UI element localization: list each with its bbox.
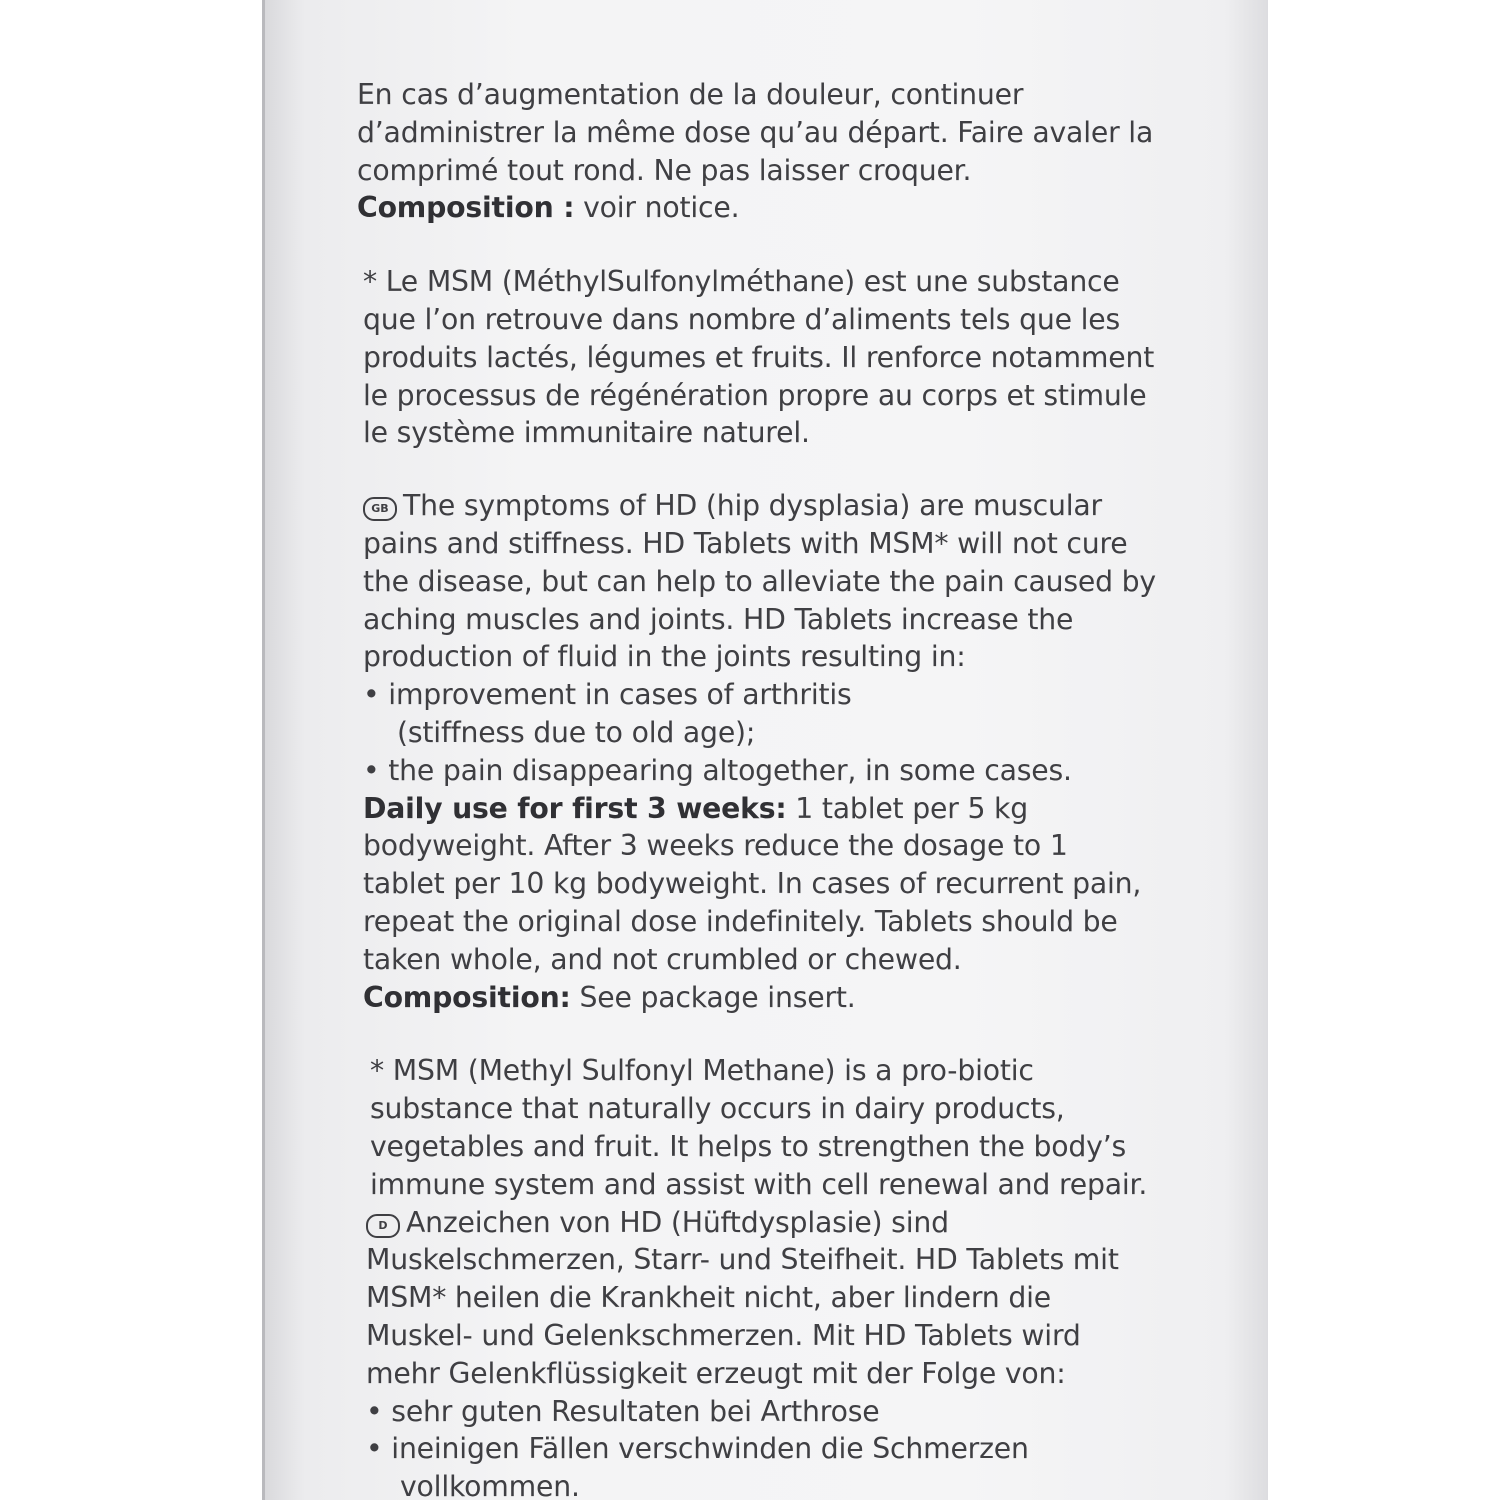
gb-flag-icon: GB (363, 497, 397, 521)
en-daily-text: 1 tablet per 5 kg (786, 791, 1028, 825)
en-composition-label: Composition: (363, 980, 571, 1014)
en-first-line: The symptoms of HD (hip dysplasia) are muscular (403, 489, 1102, 523)
french-section (357, 76, 1237, 452)
de-intro-line (366, 1204, 1237, 1242)
en-intro-line (363, 487, 1237, 525)
en-bullet-1: • improvement in cases of arthritis (363, 678, 852, 712)
en-body-line: the disease, but can help to alleviate the pain caused by (363, 564, 1156, 598)
fr-composition-label: Composition : (357, 191, 575, 225)
de-body-line: Muskelschmerzen, Starr- und Steifheit. HD Tablets mit (366, 1243, 1119, 1277)
d-flag-icon: D (366, 1214, 400, 1238)
en-dose-line: tablet per 10 kg bodyweight. In cases of recurrent pain, (363, 867, 1142, 901)
en-bullet-2: • the pain disappearing altogether, in some cases. (363, 753, 1072, 787)
fr-dosage-line: comprimé tout rond. Ne pas laisser croquer. (357, 153, 972, 187)
en-body-line: pains and stiffness. HD Tablets with MSM* will not cure (363, 526, 1128, 560)
de-body-line: mehr Gelenkflüssigkeit erzeugt mit der Folge von: (366, 1356, 1066, 1390)
fr-msm-line: * Le MSM (MéthylSulfonylméthane) est une substance (363, 265, 1120, 299)
en-msm-line: * MSM (Methyl Sulfonyl Methane) is a pro-biotic (370, 1054, 1034, 1088)
en-msm-line: substance that naturally occurs in dairy products, (370, 1092, 1065, 1126)
de-bullet-2: • ineinigen Fällen verschwinden die Schmerzen (366, 1432, 1029, 1466)
en-bullet-1-cont: (stiffness due to old age); (397, 715, 756, 749)
fr-dosage-line: d’administrer la même dose qu’au départ. Faire avaler la (357, 115, 1154, 149)
de-body-line: Muskel- und Gelenkschmerzen. Mit HD Tablets wird (366, 1318, 1081, 1352)
fr-dosage-line: En cas d’augmentation de la douleur, continuer (357, 78, 1024, 111)
background-left (0, 0, 262, 1500)
fr-msm-line: le système immunitaire naturel. (363, 416, 810, 450)
fr-msm-line: le processus de régénération propre au corps et stimule (363, 378, 1147, 412)
de-bullet-1: • sehr guten Resultaten bei Arthrose (366, 1394, 880, 1428)
de-bullet-2-cont: vollkommen. (400, 1470, 580, 1500)
fr-msm-line: produits lactés, légumes et fruits. Il renforce notamment (363, 340, 1155, 374)
de-first-line: Anzeichen von HD (Hüftdysplasie) sind (406, 1205, 949, 1239)
fr-composition-line (357, 189, 1237, 227)
label-text-block (357, 76, 1237, 1500)
en-msm-line: vegetables and fruit. It helps to strengthen the body’s (370, 1129, 1127, 1163)
en-dose-line: repeat the original dose indefinitely. Tablets should be (363, 904, 1118, 938)
fr-composition-text: voir notice. (574, 191, 740, 225)
en-body-line: production of fluid in the joints resulting in: (363, 640, 966, 674)
german-section (357, 1204, 1237, 1500)
en-daily-label: Daily use for first 3 weeks: (363, 791, 787, 825)
en-body-line: aching muscles and joints. HD Tablets increase the (363, 602, 1074, 636)
en-composition-line (363, 979, 1237, 1017)
fr-msm-line: que l’on retrouve dans nombre d’aliments tels que les (363, 302, 1121, 336)
en-daily-line (363, 790, 1237, 828)
background-right (1268, 0, 1500, 1500)
en-dose-line: bodyweight. After 3 weeks reduce the dosage to 1 (363, 829, 1068, 863)
de-body-line: MSM* heilen die Krankheit nicht, aber lindern die (366, 1281, 1051, 1315)
en-composition-text: See package insert. (570, 980, 856, 1014)
english-section (357, 487, 1237, 1203)
en-msm-line: immune system and assist with cell renewal and repair. (370, 1167, 1148, 1201)
en-dose-line: taken whole, and not crumbled or chewed. (363, 942, 962, 976)
